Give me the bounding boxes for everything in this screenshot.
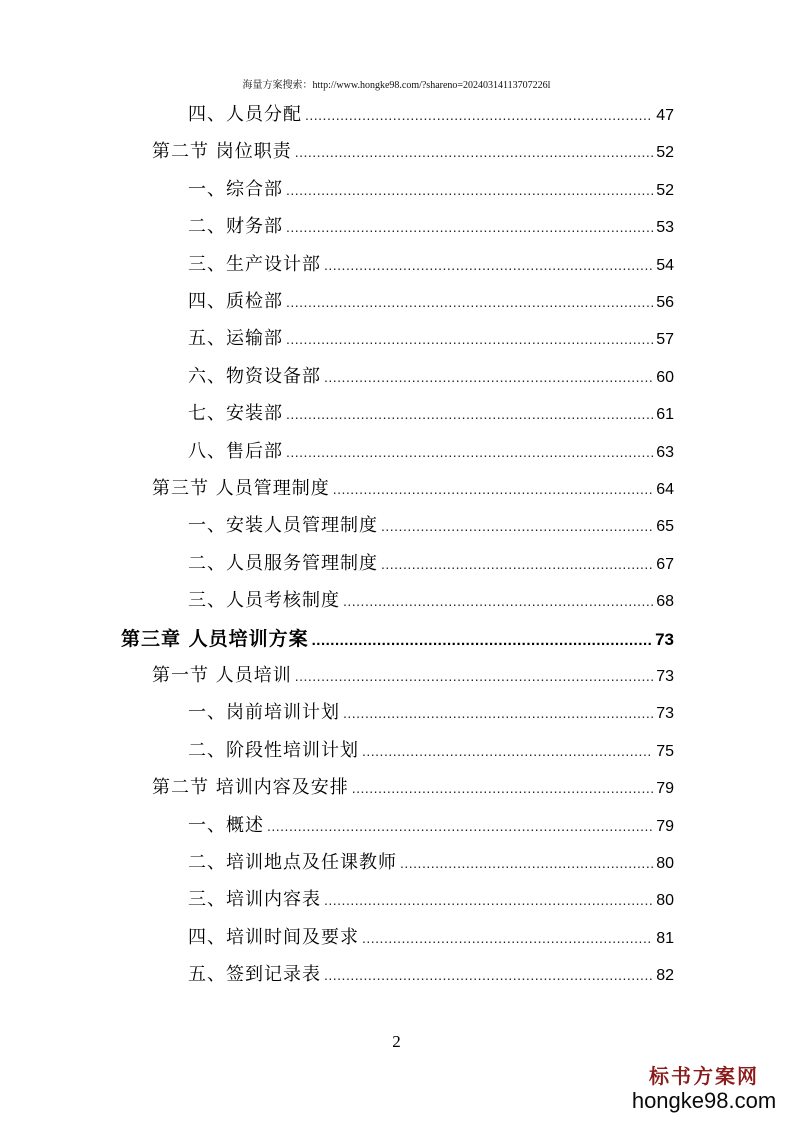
toc-entry[interactable] [188,924,674,952]
toc-entry-page: 60 [656,369,674,386]
toc-dot-leader [381,550,653,578]
toc-dot-leader [286,325,653,353]
toc-entry-page: 80 [656,892,674,909]
toc-entry-page: 52 [656,144,674,161]
toc-entry-page: 68 [656,593,674,610]
toc-dot-leader [324,961,653,989]
toc-entry-page: 82 [656,967,674,984]
toc-entry-title: 第一节 人员培训 [152,665,292,686]
site-watermark [629,1064,779,1114]
watermark-domain: hongke98.com [631,1088,777,1113]
toc-entry-page: 79 [656,818,674,835]
toc-entry-title: 二、阶段性培训计划 [188,740,359,761]
toc-entry-title: 四、质检部 [188,291,283,312]
page-number: 2 [392,1032,401,1051]
toc-entry-title: 三、培训内容表 [188,889,321,910]
toc-entry-page: 57 [656,331,674,348]
toc-entry-page: 73 [656,705,674,722]
toc-entry-title: 二、财务部 [188,216,283,237]
toc-dot-leader [305,101,653,129]
toc-dot-leader [352,774,653,802]
toc-entry-title: 一、综合部 [188,179,283,200]
toc-entry-page: 52 [656,182,674,199]
toc-entry-title: 五、运输部 [188,328,283,349]
toc-entry-title: 八、售后部 [188,441,283,462]
toc-dot-leader [286,176,653,204]
toc-dot-leader [362,737,653,765]
toc-dot-leader [312,627,652,655]
toc-entry-title: 第二节 岗位职责 [152,141,292,162]
toc-entry-title: 二、培训地点及任课教师 [188,852,397,873]
toc-dot-leader [343,699,653,727]
toc-entry-page: 80 [656,855,674,872]
toc-dot-leader [324,251,653,279]
toc-entry[interactable] [152,662,674,690]
toc-dot-leader [295,138,653,166]
toc-entry[interactable] [188,699,674,727]
toc-entry[interactable] [152,138,674,166]
toc-entry[interactable] [188,101,674,129]
toc-entry-page: 67 [656,556,674,573]
toc-entry-page: 64 [656,481,674,498]
toc-entry[interactable] [188,737,674,765]
toc-entry[interactable] [188,213,674,241]
toc-dot-leader [267,812,653,840]
toc-entry[interactable] [188,400,674,428]
toc-entry-title: 六、物资设备部 [188,366,321,387]
toc-dot-leader [295,662,653,690]
toc-entry[interactable] [188,251,674,279]
toc-entry[interactable] [188,512,674,540]
toc-entry[interactable] [188,438,674,466]
toc-entry-title: 二、人员服务管理制度 [188,553,378,574]
toc-entry[interactable] [121,625,674,653]
toc-entry-title: 三、人员考核制度 [188,590,340,611]
toc-entry-page: 56 [656,294,674,311]
toc-dot-leader [286,288,653,316]
toc-entry-page: 54 [656,257,674,274]
toc-dot-leader [286,213,653,241]
toc-entry[interactable] [188,886,674,914]
toc-dot-leader [343,587,653,615]
toc-dot-leader [333,475,653,503]
toc-entry-title: 第二节 培训内容及安排 [152,777,349,798]
toc-entry-page: 81 [656,930,674,947]
toc-entry-title: 一、概述 [188,815,264,836]
toc-entry[interactable] [188,325,674,353]
toc-entry[interactable] [188,363,674,391]
toc-entry-title: 第三章 人员培训方案 [121,628,309,650]
toc-entry-title: 四、人员分配 [188,104,302,125]
toc-entry-title: 三、生产设计部 [188,254,321,275]
toc-entry-page: 75 [656,743,674,760]
toc-entry-page: 73 [656,668,674,685]
toc-dot-leader [286,438,653,466]
toc-entry-page: 79 [656,780,674,797]
toc-dot-leader [400,849,653,877]
toc-entry[interactable] [152,774,674,802]
toc-entry-title: 一、安装人员管理制度 [188,515,378,536]
toc-entry-page: 73 [655,630,674,649]
toc-dot-leader [324,886,653,914]
toc-entry-page: 65 [656,518,674,535]
toc-entry[interactable] [188,587,674,615]
toc-entry-title: 一、岗前培训计划 [188,702,340,723]
toc-entry-title: 五、签到记录表 [188,964,321,985]
toc-entry-page: 61 [656,406,674,423]
header-search-note: 海量方案搜索：http://www.hongke98.com/?shareno=20240314113707226l [242,80,551,91]
toc-entry-page: 47 [656,107,674,124]
toc-entry[interactable] [188,961,674,989]
toc-dot-leader [381,512,653,540]
toc-entry[interactable] [152,475,674,503]
toc-dot-leader [362,924,653,952]
toc-entry[interactable] [188,812,674,840]
toc-dot-leader [286,400,653,428]
toc-entry[interactable] [188,849,674,877]
toc-entry-title: 四、培训时间及要求 [188,927,359,948]
watermark-site-name: 标书方案网 [649,1064,759,1088]
toc-entry[interactable] [188,176,674,204]
toc-entry[interactable] [188,550,674,578]
toc-entry-page: 63 [656,444,674,461]
toc-entry-title: 第三节 人员管理制度 [152,478,330,499]
toc-dot-leader [324,363,653,391]
toc-entry-title: 七、安装部 [188,403,283,424]
toc-entry[interactable] [188,288,674,316]
toc-entry-page: 53 [656,219,674,236]
